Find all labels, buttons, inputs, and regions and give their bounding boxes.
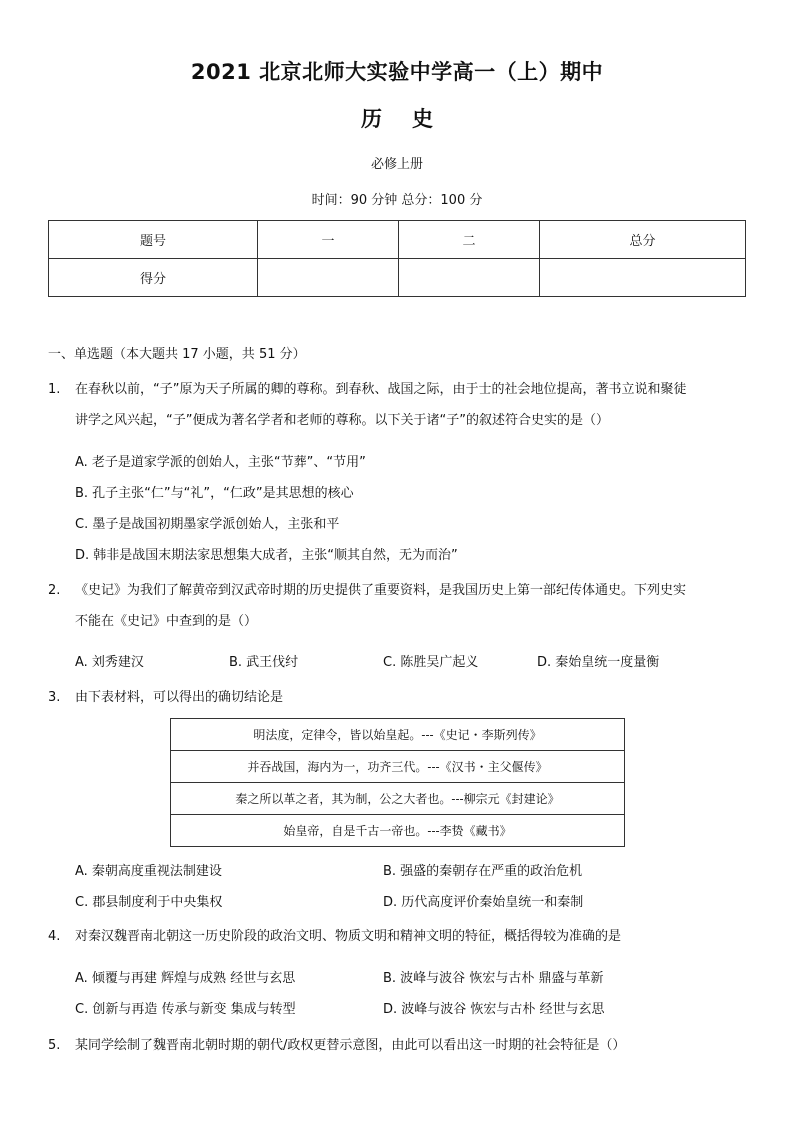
- question-line: 讲学之风兴起，“子”便成为著名学者和老师的尊称。以下关于诸“子”的叙述符合史实的是（）: [75, 413, 609, 428]
- score-header-cell: 一: [258, 221, 399, 259]
- option-2b: B. 武王伐纣: [229, 655, 299, 670]
- source-row: [171, 815, 625, 847]
- edition-label: 必修上册: [370, 157, 423, 172]
- question-line: 不能在《史记》中查到的是（）: [75, 614, 258, 629]
- question-number: 2.: [48, 583, 61, 598]
- option-4d: D. 波峰与波谷 恢宏与古朴 经世与玄思: [383, 1002, 605, 1017]
- exam-title: 2021 北京北师大实验中学高一（上）期中: [190, 60, 604, 84]
- source-cell: 始皇帝，自是千古一帝也。---李贽《藏书》: [171, 815, 625, 847]
- question-line: 对秦汉魏晋南北朝这一历史阶段的政治文明、物质文明和精神文明的特征，概括得较为准确的是: [75, 929, 622, 944]
- score-table-header-row: [49, 221, 746, 259]
- option-1c: C. 墨子是战国初期墨家学派创始人，主张和平: [75, 517, 340, 532]
- source-row: [171, 719, 625, 751]
- option-3d: D. 历代高度评价秦始皇统一和秦制: [383, 895, 584, 910]
- option-1b: B. 孔子主张“仁”与“礼”，“仁政”是其思想的核心: [75, 486, 354, 501]
- score-header-cell: 总分: [540, 221, 746, 259]
- question-number: 5.: [48, 1038, 61, 1053]
- question-stem: [75, 575, 755, 637]
- option-4a: A. 倾覆与再建 辉煌与成熟 经世与玄思: [75, 971, 296, 986]
- option-3b: B. 强盛的秦朝存在严重的政治危机: [383, 864, 583, 879]
- section-title: 一、单选题（本大题共 17 小题，共 51 分）: [48, 347, 306, 362]
- subject-title: 历史: [361, 107, 463, 131]
- score-table-row: [49, 259, 746, 297]
- option-4b: B. 波峰与波谷 恢宏与古朴 鼎盛与革新: [383, 971, 604, 986]
- source-cell: 秦之所以革之者，其为制，公之大者也。---柳宗元《封建论》: [171, 783, 625, 815]
- question-number: 4.: [48, 929, 61, 944]
- score-header-cell: 二: [399, 221, 540, 259]
- source-cell: 明法度，定律令，皆以始皇起。---《史记・李斯列传》: [171, 719, 625, 751]
- score-cell: [399, 259, 540, 297]
- source-row: [171, 783, 625, 815]
- question-number: 3.: [48, 690, 61, 705]
- question-line: 在春秋以前，“子”原为天子所属的卿的尊称。到春秋、战国之际，由于士的社会地位提高，著书立说和聚徒: [75, 382, 687, 397]
- source-cell: 并吞战国，海内为一，功齐三代。---《汉书・主父偃传》: [171, 751, 625, 783]
- question-stem: [75, 1030, 755, 1061]
- option-1d: D. 韩非是战国末期法家思想集大成者，主张“顺其自然，无为而治”: [75, 548, 458, 563]
- option-3c: C. 郡县制度利于中央集权: [75, 895, 223, 910]
- question-line: 由下表材料，可以得出的确切结论是: [75, 690, 284, 705]
- score-header-cell: 题号: [49, 221, 258, 259]
- option-2d: D. 秦始皇统一度量衡: [537, 655, 660, 670]
- time-info: 时间：90 分钟 总分：100 分: [311, 193, 483, 208]
- option-3a: A. 秦朝高度重视法制建设: [75, 864, 222, 879]
- question-line: 某同学绘制了魏晋南北朝时期的朝代/政权更替示意图，由此可以看出这一时期的社会特征是（）: [75, 1038, 626, 1053]
- option-4c: C. 创新与再造 传承与新变 集成与转型: [75, 1002, 296, 1017]
- option-1a: A. 老子是道家学派的创始人，主张“节葬”、“节用”: [75, 455, 366, 470]
- option-2c: C. 陈胜吴广起义: [383, 655, 479, 670]
- question-line: 《史记》为我们了解黄帝到汉武帝时期的历史提供了重要资料，是我国历史上第一部纪传体通史。下列史实: [75, 583, 687, 598]
- question-number: 1.: [48, 382, 61, 397]
- source-table: [170, 718, 625, 847]
- score-cell: [258, 259, 399, 297]
- option-2a: A. 刘秀建汉: [75, 655, 144, 670]
- score-table: [48, 220, 746, 297]
- question-stem: [75, 682, 755, 713]
- question-stem: [75, 374, 755, 436]
- score-row-label: 得分: [49, 259, 258, 297]
- question-stem: [75, 921, 755, 952]
- source-row: [171, 751, 625, 783]
- score-cell: [540, 259, 746, 297]
